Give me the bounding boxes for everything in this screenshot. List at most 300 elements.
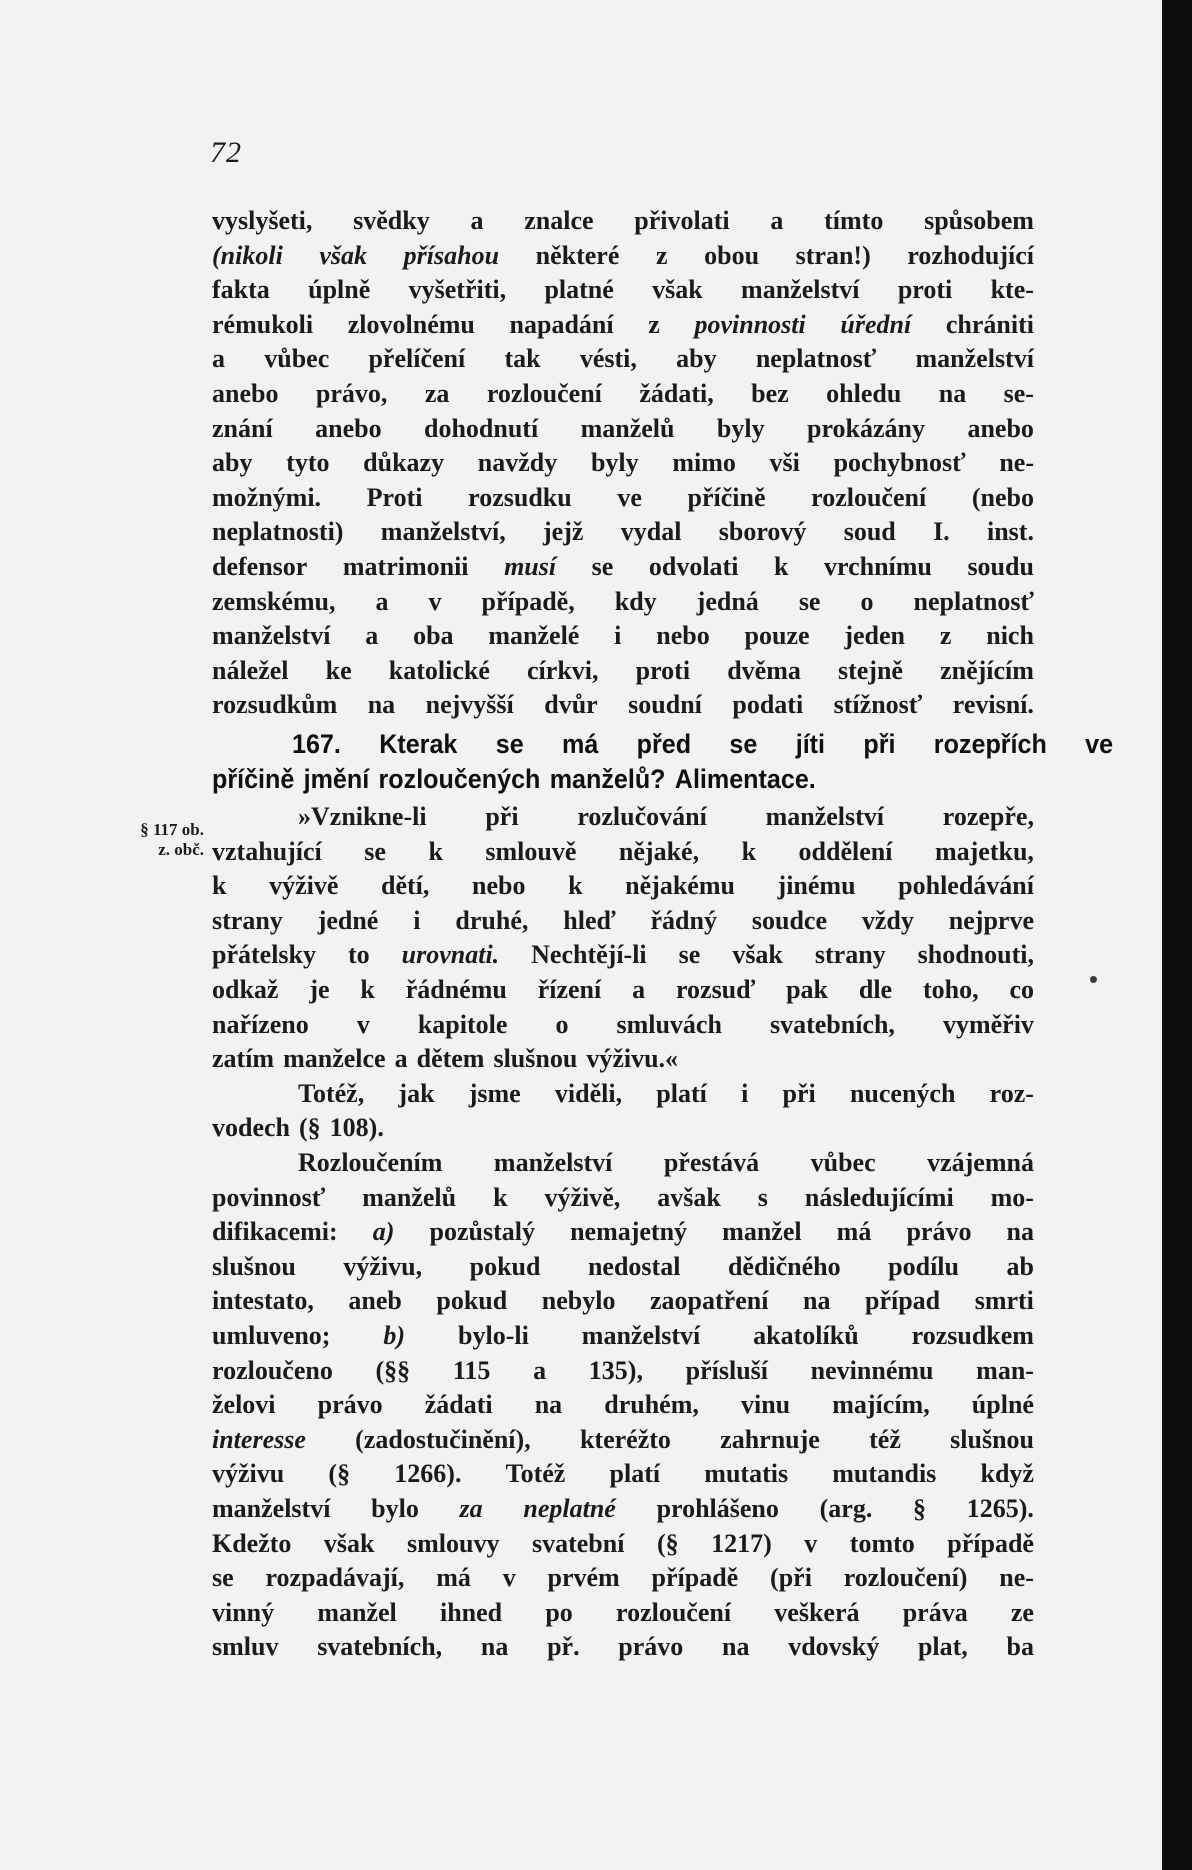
word: stejně <box>837 655 903 685</box>
word: řízení <box>537 975 602 1005</box>
word: mo- <box>990 1182 1034 1212</box>
text-line <box>212 1423 1034 1458</box>
word: z <box>648 309 660 339</box>
word: roz- <box>989 1078 1034 1108</box>
word: některé <box>535 240 620 270</box>
word: umluveno; <box>212 1321 331 1350</box>
text-line <box>212 1077 1034 1112</box>
word: podati <box>732 690 804 720</box>
word: proti <box>635 655 691 685</box>
word: výživě <box>269 871 339 901</box>
word: a <box>394 1044 408 1074</box>
word: I. <box>933 517 950 547</box>
word: se <box>798 586 821 616</box>
word: napadání <box>509 309 614 339</box>
word: výživu.« <box>586 1044 679 1074</box>
margin-note-line: z. obč. <box>158 840 204 859</box>
word: k <box>493 1182 508 1212</box>
word: želovi <box>212 1390 276 1420</box>
word: rozloučení <box>811 482 927 512</box>
word: z <box>939 621 952 651</box>
word: nemajetný <box>570 1217 688 1247</box>
word: rozhodující <box>907 240 1034 270</box>
word: pak <box>786 975 828 1005</box>
word: vodech <box>212 1113 290 1143</box>
word: při <box>863 728 896 759</box>
word: neplatné <box>523 1493 616 1523</box>
text-line <box>212 1492 1034 1527</box>
word: manžel <box>317 1597 397 1627</box>
word: právo <box>317 1390 383 1420</box>
word: v <box>428 586 442 616</box>
word: nějaké, <box>618 836 700 866</box>
word: jedné <box>317 905 379 935</box>
word: znějícím <box>940 655 1034 685</box>
word: svatebních, <box>317 1632 443 1662</box>
word: ba <box>1006 1632 1034 1662</box>
word: má <box>836 1217 872 1247</box>
word: aneb <box>348 1286 402 1316</box>
word: (při <box>770 1563 812 1593</box>
word: smlouvy <box>407 1528 500 1558</box>
word: nich <box>986 621 1034 651</box>
word: jíti <box>795 728 826 759</box>
word: přestává <box>663 1148 760 1178</box>
word: když <box>980 1459 1034 1489</box>
word: ab <box>1006 1251 1034 1281</box>
word: (§ <box>299 1113 321 1143</box>
text-line <box>212 904 1034 939</box>
word: nejvyšší <box>425 690 514 720</box>
word: hleď <box>563 905 616 935</box>
word: vyslyšeti, <box>212 206 313 235</box>
text-line <box>212 1284 1034 1319</box>
word: kapitole <box>417 1009 508 1039</box>
word: spůsobem <box>924 206 1034 235</box>
word: 1266). <box>394 1459 462 1489</box>
margin-note <box>104 820 204 860</box>
word: 135), <box>588 1355 643 1385</box>
word: prohlášeno <box>656 1493 779 1523</box>
word: tak <box>504 344 541 374</box>
word: byly <box>716 413 765 443</box>
word: (arg. <box>819 1493 873 1523</box>
word: manželství, <box>380 517 506 547</box>
text-line <box>212 619 1034 654</box>
word: řádnému <box>405 975 507 1005</box>
word: s <box>757 1182 768 1212</box>
word: ve <box>617 482 642 512</box>
word: (nikoli <box>212 240 283 270</box>
word: při <box>782 1078 816 1108</box>
word: slušnou <box>212 1251 296 1281</box>
text-line <box>212 869 1034 904</box>
word: mutandis <box>832 1459 937 1489</box>
word: neplatnosť <box>913 586 1034 616</box>
word: soudní <box>628 690 702 720</box>
word: neplatnosť <box>755 344 877 374</box>
word: soud <box>843 517 896 547</box>
word: tomto <box>849 1528 915 1558</box>
word: však <box>319 240 368 270</box>
word: neplatnosti) <box>212 517 344 547</box>
word: za <box>424 378 450 408</box>
word: ze <box>1010 1597 1034 1627</box>
word: podílu <box>888 1251 959 1281</box>
text-line <box>212 1215 1034 1250</box>
word: viděli, <box>554 1078 623 1108</box>
word: matrimonii <box>342 551 469 581</box>
word: 1265). <box>966 1493 1034 1523</box>
word: ihned <box>439 1597 503 1627</box>
text-line <box>212 377 1034 412</box>
text-line <box>212 973 1034 1008</box>
word: vydal <box>620 517 682 547</box>
text-line <box>212 446 1034 481</box>
word: a <box>770 206 784 235</box>
word: je <box>309 975 330 1005</box>
word: a) <box>372 1217 395 1247</box>
heading-line <box>212 727 1113 762</box>
word: se <box>495 728 524 759</box>
word: oba <box>413 621 454 651</box>
word: Nechtějí-li <box>531 940 647 970</box>
page-number: 72 <box>210 136 242 169</box>
word: případě <box>651 1563 739 1593</box>
word: manželé <box>488 621 580 651</box>
word: vinný <box>212 1597 275 1627</box>
word: veškerá <box>774 1597 860 1627</box>
word: o <box>860 586 874 616</box>
word: se <box>678 940 701 970</box>
word: vztahující <box>212 836 322 866</box>
word: manželce <box>283 1044 386 1074</box>
word: (§ <box>656 1528 679 1558</box>
word: pozůstalý <box>429 1217 535 1247</box>
word: vdovský <box>788 1632 880 1662</box>
text-line <box>212 585 1034 620</box>
word: případě <box>947 1528 1034 1558</box>
text-line <box>212 1111 1034 1146</box>
word: manželů <box>580 413 675 443</box>
text-line <box>212 1561 1034 1596</box>
word: na <box>1006 1217 1034 1247</box>
word: za <box>459 1493 483 1523</box>
word: majícím, <box>832 1390 930 1420</box>
word: strany <box>212 905 283 935</box>
word: pokud <box>436 1286 508 1316</box>
word: o <box>555 1009 569 1039</box>
word: mimo <box>672 448 736 478</box>
word: rozloučení <box>616 1597 732 1627</box>
word: rozepřích <box>933 728 1047 759</box>
word: jak <box>398 1078 435 1108</box>
word: ve <box>1085 728 1114 759</box>
text-line <box>212 204 1034 239</box>
word: manželství <box>765 802 885 832</box>
word: soudu <box>967 551 1034 581</box>
text-line <box>212 1630 1034 1665</box>
word: dvěma <box>727 655 801 685</box>
word: (§ <box>328 1459 351 1489</box>
word: chrániti <box>945 309 1034 339</box>
word: též <box>869 1424 901 1454</box>
word: právo, <box>315 378 388 408</box>
word: stížnosť <box>833 690 923 720</box>
word: i <box>741 1078 749 1108</box>
word: a <box>212 344 225 374</box>
word: Totéž, <box>298 1078 365 1108</box>
word: i <box>614 621 622 651</box>
word: rozsudkům <box>212 690 338 720</box>
word: nebo <box>472 871 526 901</box>
word: přátelsky <box>212 940 316 970</box>
word: intestato, <box>212 1286 314 1316</box>
word: práva <box>902 1597 968 1627</box>
word: jsme <box>468 1078 521 1108</box>
word: obou <box>704 240 760 270</box>
word: dětí, <box>381 871 430 901</box>
word: manželství <box>915 344 1034 374</box>
word: odvolati <box>648 551 739 581</box>
word: před <box>636 728 692 759</box>
word: rozloučení) <box>843 1563 968 1593</box>
word: rozlučování <box>577 802 707 832</box>
word: rozloučených <box>378 763 541 794</box>
word: svatební <box>531 1528 625 1558</box>
word: na <box>367 690 396 720</box>
word: na <box>480 1632 509 1662</box>
word: man- <box>976 1355 1034 1385</box>
word: na <box>938 378 967 408</box>
word: oddělení <box>798 836 893 866</box>
word: ne- <box>999 1563 1034 1593</box>
word: plat, <box>917 1632 968 1662</box>
word: pouze <box>744 621 810 651</box>
word: stran!) <box>795 240 871 270</box>
word: slušnou <box>493 1044 578 1074</box>
word: jmění <box>303 763 370 794</box>
text-line <box>212 1388 1034 1423</box>
scan-edge <box>1162 0 1192 1870</box>
word: svatebních, <box>769 1009 895 1039</box>
word: na <box>534 1390 563 1420</box>
text-line <box>212 1042 1034 1077</box>
word: výživě, <box>544 1182 621 1212</box>
word: Alimentace. <box>674 763 816 794</box>
text-line <box>212 342 1034 377</box>
word: fakta <box>212 275 270 305</box>
word: manželství <box>212 1493 331 1523</box>
word: náležel <box>212 655 289 685</box>
word: má <box>562 728 599 759</box>
word: proti <box>897 275 953 305</box>
word: právo <box>618 1632 684 1662</box>
word: příčině <box>212 763 295 794</box>
word: vůbec <box>264 344 330 374</box>
word: manželství <box>581 1321 701 1350</box>
word: úplné <box>971 1390 1034 1420</box>
word: aby <box>676 344 717 374</box>
word: ke <box>325 655 352 685</box>
word: případ <box>865 1286 941 1316</box>
word: ne- <box>999 448 1034 478</box>
word: smlouvě <box>485 836 577 866</box>
word: právo <box>906 1217 972 1247</box>
word: inst. <box>987 517 1034 547</box>
word: rozsudku <box>468 482 572 512</box>
word: výživu, <box>343 1251 423 1281</box>
word: vésti, <box>579 344 637 374</box>
word: zaopatření <box>650 1286 769 1316</box>
word: se <box>729 728 758 759</box>
word: (§§ <box>375 1355 411 1385</box>
word: co <box>1009 975 1034 1005</box>
text-line <box>212 800 1034 835</box>
word: nebylo <box>541 1286 616 1316</box>
word: žádati <box>424 1390 493 1420</box>
word: se <box>364 836 386 866</box>
word: bylo <box>371 1493 419 1523</box>
word: smluv <box>212 1632 279 1662</box>
word: anebo <box>967 413 1034 443</box>
word: rozepře, <box>942 802 1034 832</box>
word: smrti <box>974 1286 1034 1316</box>
word: navždy <box>477 448 558 478</box>
word: Kdežto <box>212 1528 292 1558</box>
text-line <box>212 239 1034 274</box>
word: manželství <box>741 275 860 305</box>
word: vrchnímu <box>824 551 932 581</box>
text-line <box>212 412 1034 447</box>
word: majetku, <box>934 836 1034 866</box>
word: k <box>774 551 789 581</box>
word: vinu <box>740 1390 791 1420</box>
word: Proti <box>366 482 423 512</box>
word: po <box>545 1597 573 1627</box>
word: výživu <box>212 1459 285 1489</box>
word: difikacemi: <box>212 1217 338 1247</box>
word: nějakému <box>625 871 735 901</box>
word: však <box>732 940 783 970</box>
word: jedná <box>696 586 759 616</box>
ink-speck <box>1090 976 1097 983</box>
word: a <box>365 621 379 651</box>
word: slušnou <box>950 1424 1034 1454</box>
word: zemskému, <box>212 586 336 616</box>
word: manželství <box>493 1148 613 1178</box>
word: platí <box>656 1078 707 1108</box>
word: v <box>804 1528 818 1558</box>
text-column <box>212 204 1114 1665</box>
word: 115 <box>452 1355 491 1385</box>
word: povinnosť <box>212 1182 326 1212</box>
word: na <box>802 1286 831 1316</box>
text-line <box>212 515 1034 550</box>
word: interesse <box>212 1424 306 1454</box>
word: znalce <box>524 206 594 235</box>
word: mutatis <box>704 1459 789 1489</box>
word: (zadostučinění), <box>355 1424 531 1454</box>
word: platné <box>544 275 614 305</box>
word: 1217) <box>711 1528 772 1558</box>
word: rozsudkem <box>911 1321 1034 1350</box>
word: dohodnutí <box>424 413 539 443</box>
word: urovnati. <box>401 940 500 970</box>
text-line <box>212 308 1034 343</box>
word: však <box>323 1528 375 1558</box>
word: svědky <box>353 206 430 235</box>
word: má <box>436 1563 471 1593</box>
text-line <box>212 1596 1034 1631</box>
word: nejprve <box>948 905 1034 935</box>
word: vždy <box>861 905 914 935</box>
word: pochybnosť <box>833 448 966 478</box>
word: přísluší <box>685 1355 768 1385</box>
word: důkazy <box>363 448 445 478</box>
word: přísahou <box>403 240 500 270</box>
word: anebo <box>315 413 382 443</box>
word: nevinnému <box>810 1355 934 1385</box>
word: »Vznikne-li <box>298 802 427 832</box>
word: úplně <box>308 275 371 305</box>
word: se <box>212 1563 234 1593</box>
text-line <box>212 1146 1034 1181</box>
word: dvůr <box>544 690 598 720</box>
word: vyšetřiti, <box>408 275 507 305</box>
section-heading <box>212 723 1114 800</box>
word: dle <box>858 975 893 1005</box>
word: k <box>212 871 227 901</box>
text-line <box>212 1457 1034 1492</box>
word: jinému <box>777 871 856 901</box>
word: zatím <box>212 1044 275 1074</box>
word: vzájemná <box>927 1148 1034 1178</box>
word: následujícími <box>804 1182 954 1212</box>
word: však <box>652 275 703 305</box>
word: kdy <box>614 586 657 616</box>
word: k <box>568 871 583 901</box>
word: se <box>591 551 614 581</box>
word: dědičného <box>727 1251 841 1281</box>
word: druhé, <box>455 905 529 935</box>
text-line <box>212 1008 1034 1043</box>
text-line <box>212 1319 1034 1354</box>
word: druhém, <box>604 1390 699 1420</box>
word: bylo-li <box>458 1321 529 1350</box>
word: akatolíků <box>753 1321 859 1350</box>
word: se- <box>1003 378 1034 408</box>
word: shodnouti, <box>917 940 1034 970</box>
text-line <box>212 1181 1034 1216</box>
word: a <box>533 1355 547 1385</box>
word: možnými. <box>212 482 322 512</box>
word: při <box>485 802 519 832</box>
word: v <box>356 1009 370 1039</box>
word: žádati, <box>639 378 714 408</box>
word: z <box>655 240 668 270</box>
word: nařízeno <box>212 1009 309 1039</box>
word: na <box>722 1632 750 1662</box>
word: v <box>502 1563 516 1593</box>
word: aby <box>212 448 253 478</box>
word: a <box>632 975 646 1005</box>
word: manželů <box>362 1182 457 1212</box>
word: a <box>375 586 389 616</box>
word: jejž <box>543 517 584 547</box>
text-line <box>212 1527 1034 1562</box>
word: řádný <box>650 905 717 935</box>
